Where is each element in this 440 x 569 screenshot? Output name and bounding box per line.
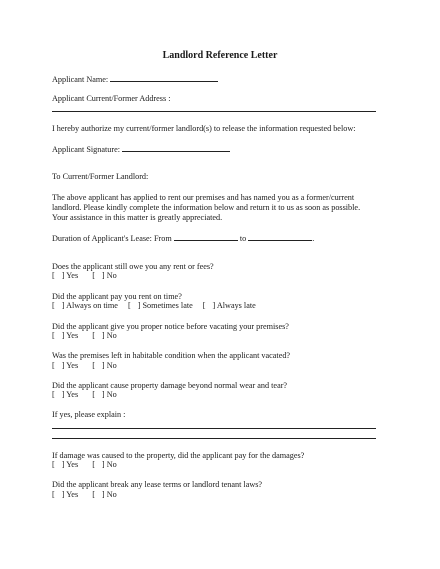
checkbox-no[interactable]: [ ] No bbox=[92, 331, 117, 340]
salutation: To Current/Former Landlord: bbox=[52, 172, 149, 181]
checkbox-yes[interactable]: [ ] Yes bbox=[52, 331, 79, 340]
checkbox-yes[interactable]: [ ] Yes bbox=[52, 460, 79, 469]
explain-blank-line[interactable] bbox=[52, 438, 376, 439]
option-label: Sometimes late bbox=[142, 301, 193, 310]
address-row bbox=[52, 94, 170, 104]
applicant-name-row bbox=[52, 73, 218, 85]
checkbox-no[interactable]: [ ] No bbox=[92, 460, 117, 469]
question-broke-lease-terms: Did the applicant break any lease terms or landlord tenant laws? bbox=[52, 480, 263, 489]
applicant-name-blank[interactable] bbox=[110, 73, 218, 82]
question-paid-damages: If damage was caused to the property, did the applicant pay for the damages? bbox=[52, 451, 305, 460]
answer-row bbox=[52, 361, 117, 371]
option-label: No bbox=[106, 271, 117, 280]
lease-duration-label: Duration of Applicant's Lease: From bbox=[52, 234, 174, 243]
lease-from-blank[interactable] bbox=[174, 232, 238, 241]
lease-to-label: to bbox=[239, 234, 249, 243]
option-label: Yes bbox=[66, 460, 79, 469]
option-label: No bbox=[106, 490, 117, 499]
option-label: No bbox=[106, 390, 117, 399]
question-habitable-condition: Was the premises left in habitable condition when the applicant vacated? bbox=[52, 351, 291, 360]
intro-line: landlord. Please kindly complete the information below and return it to us as soon as possible. bbox=[52, 203, 361, 212]
intro-paragraph bbox=[52, 193, 382, 223]
option-label: Yes bbox=[66, 361, 79, 370]
answer-row bbox=[52, 271, 117, 281]
lease-duration-row bbox=[52, 232, 314, 244]
lease-period: . bbox=[312, 234, 315, 243]
checkbox-no[interactable]: [ ] No bbox=[92, 390, 117, 399]
question-pay-on-time: Did the applicant pay you rent on time? bbox=[52, 292, 182, 301]
signature-row bbox=[52, 143, 230, 155]
option-label: Always on time bbox=[66, 301, 118, 310]
answer-row bbox=[52, 460, 117, 470]
checkbox-yes[interactable]: [ ] Yes bbox=[52, 490, 79, 499]
question-property-damage: Did the applicant cause property damage beyond normal wear and tear? bbox=[52, 381, 288, 390]
option-label: Yes bbox=[66, 331, 79, 340]
applicant-name-label: Applicant Name: bbox=[52, 75, 111, 84]
question-proper-notice: Did the applicant give you proper notice before vacating your premises? bbox=[52, 322, 289, 331]
checkbox-no[interactable]: [ ] No bbox=[92, 490, 117, 499]
address-label: Applicant Current/Former Address : bbox=[52, 94, 171, 103]
intro-line: Your assistance in this matter is greatly appreciated. bbox=[52, 213, 223, 222]
checkbox-always-late[interactable]: [ ] Always late bbox=[202, 301, 256, 310]
lease-to-blank[interactable] bbox=[248, 232, 315, 243]
checkbox-no[interactable]: [ ] No bbox=[92, 271, 117, 280]
checkbox-sometimes-late[interactable]: [ ] Sometimes late bbox=[127, 301, 193, 310]
document-title: Landlord Reference Letter bbox=[162, 50, 278, 61]
explain-label: If yes, please explain : bbox=[52, 410, 126, 419]
question-owe-rent: Does the applicant still owe you any rent or fees? bbox=[52, 262, 214, 271]
answer-row bbox=[52, 301, 256, 311]
checkbox-yes[interactable]: [ ] Yes bbox=[52, 361, 79, 370]
answer-row bbox=[52, 390, 117, 400]
checkbox-yes[interactable]: [ ] Yes bbox=[52, 271, 79, 280]
option-label: No bbox=[106, 361, 117, 370]
checkbox-yes[interactable]: [ ] Yes bbox=[52, 390, 79, 399]
option-label: No bbox=[106, 460, 117, 469]
signature-label: Applicant Signature: bbox=[52, 145, 123, 154]
answer-row bbox=[52, 331, 117, 341]
intro-line: The above applicant has applied to rent our premises and has named you as a former/current bbox=[52, 193, 355, 202]
address-blank-line[interactable] bbox=[52, 111, 376, 112]
explain-blank-line[interactable] bbox=[52, 428, 376, 429]
option-label: No bbox=[106, 331, 117, 340]
option-label: Always late bbox=[216, 301, 256, 310]
answer-row bbox=[52, 490, 117, 500]
checkbox-always-on-time[interactable]: [ ] Always on time bbox=[52, 301, 118, 310]
authorization-text: I hereby authorize my current/former landlord(s) to release the information requested below: bbox=[52, 124, 356, 133]
option-label: Yes bbox=[66, 271, 79, 280]
option-label: Yes bbox=[66, 390, 79, 399]
checkbox-no[interactable]: [ ] No bbox=[92, 361, 117, 370]
option-label: Yes bbox=[66, 490, 79, 499]
signature-blank[interactable] bbox=[122, 143, 230, 152]
